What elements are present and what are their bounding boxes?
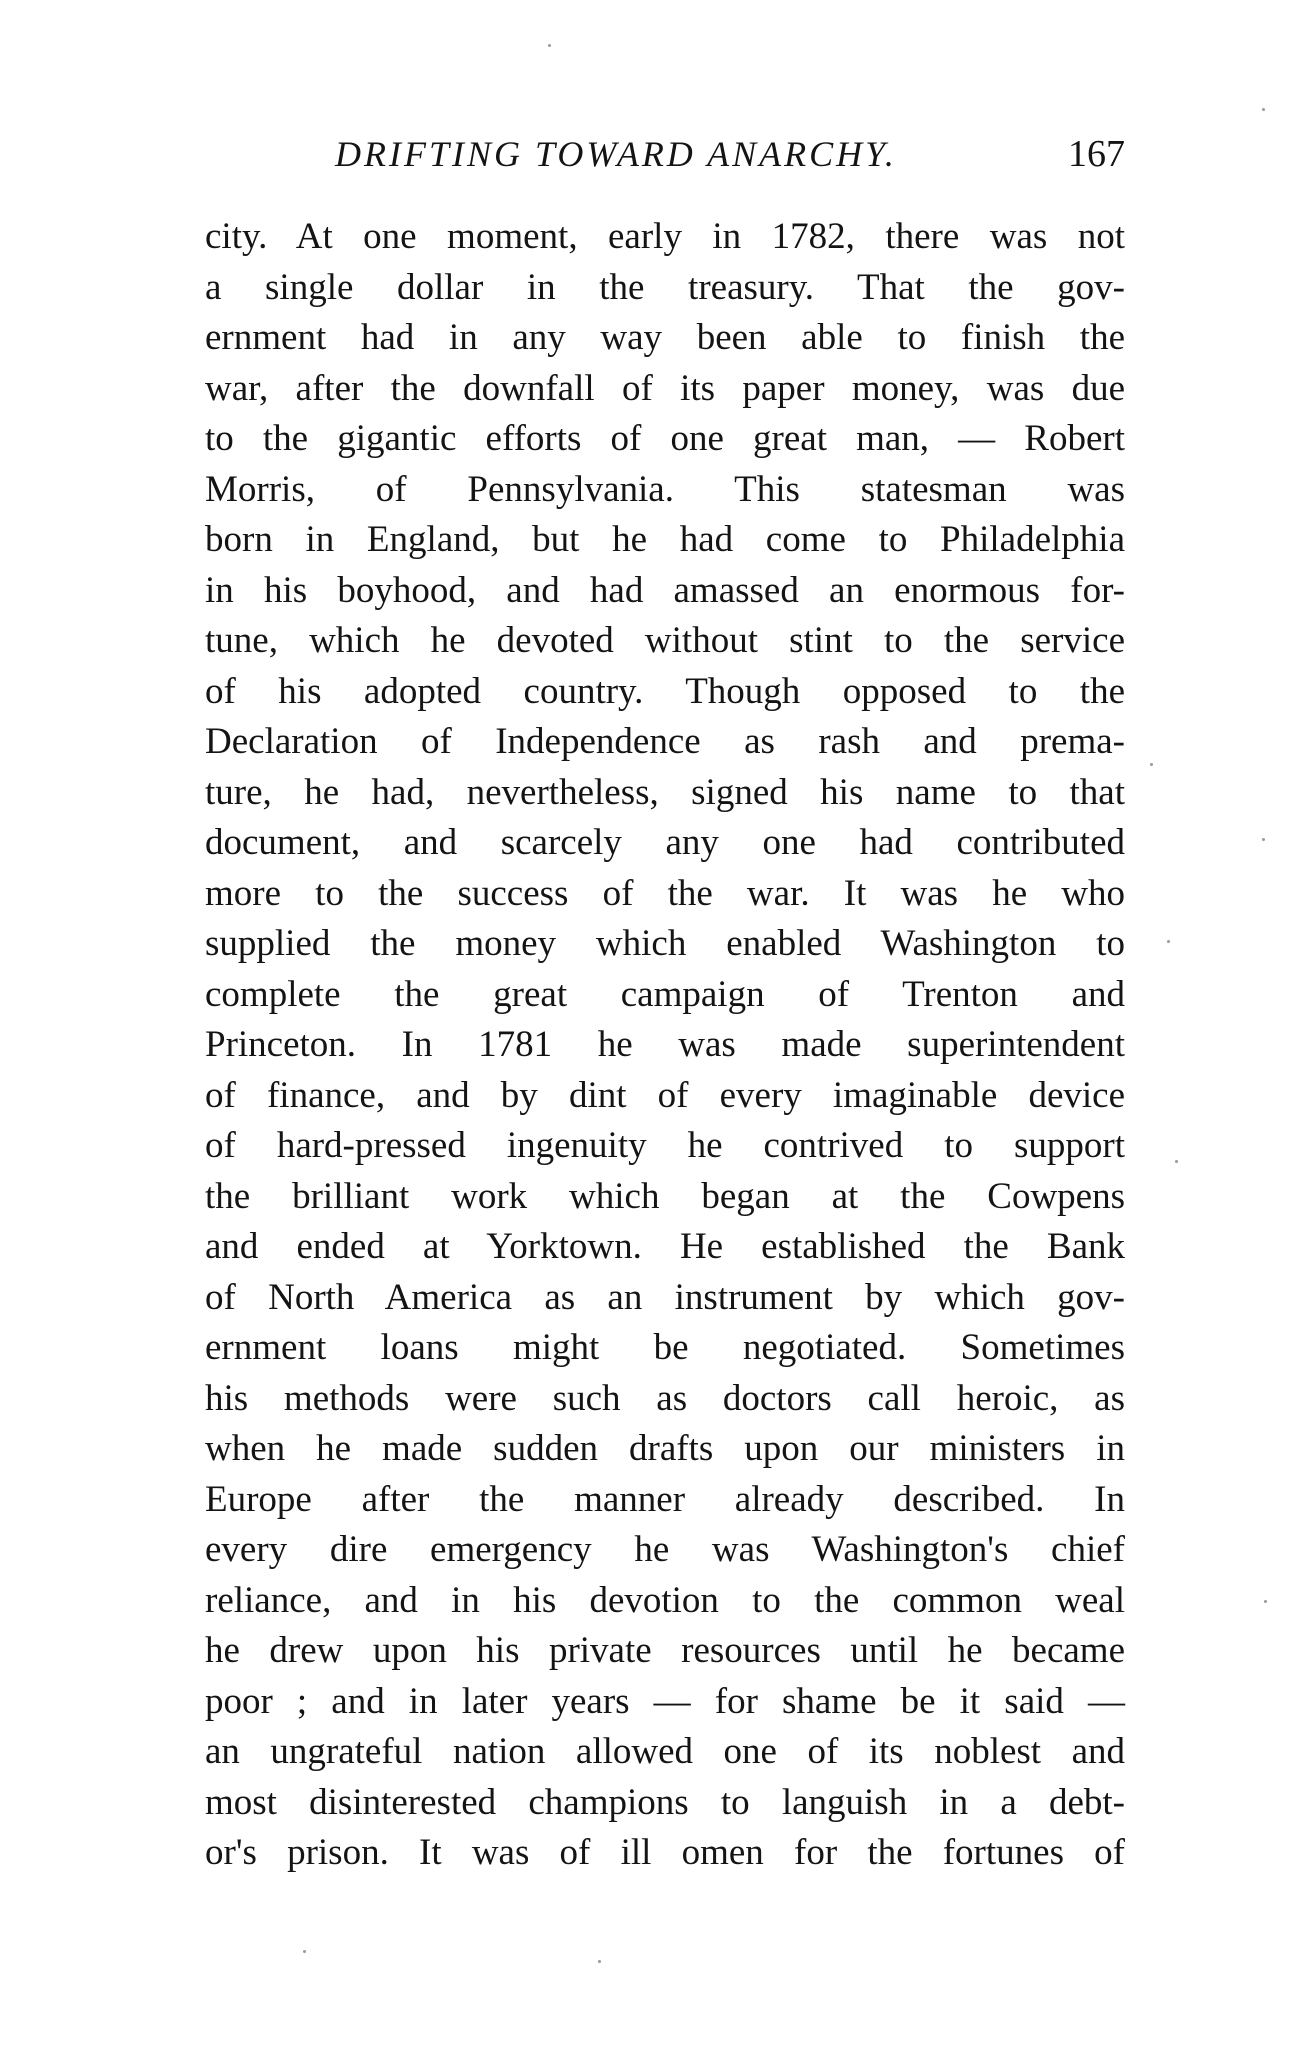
text-line: most disinterested champions to languish in a debt-	[205, 1781, 1125, 1823]
text-line: a single dollar in the treasury. That the gov-	[205, 266, 1125, 308]
paper-speck	[1175, 1160, 1178, 1163]
text-line: every dire emergency he was Washington's chief	[205, 1529, 1125, 1570]
text-line: tune, which he devoted without stint to the service	[205, 620, 1125, 661]
paper-speck	[1262, 838, 1265, 841]
text-line: Princeton. In 1781 he was made superintendent	[205, 1024, 1125, 1065]
text-line: city. At one moment, early in 1782, there was not	[205, 216, 1125, 257]
text-line: the brilliant work which began at the Cowpens	[205, 1175, 1125, 1217]
text-line: ture, he had, nevertheless, signed his name to that	[205, 771, 1125, 813]
running-head	[335, 130, 1125, 178]
text-line: Declaration of Independence as rash and prema-	[205, 721, 1125, 762]
text-line: of finance, and by dint of every imaginable device	[205, 1074, 1125, 1116]
text-line: his methods were such as doctors call heroic, as	[205, 1377, 1125, 1419]
text-line: poor ; and in later years — for shame be it said —	[205, 1680, 1125, 1722]
text-line: Europe after the manner already described. In	[205, 1478, 1125, 1520]
text-line: an ungrateful nation allowed one of its noblest and	[205, 1731, 1125, 1772]
text-line: when he made sudden drafts upon our ministers in	[205, 1428, 1125, 1469]
text-line: of his adopted country. Though opposed to the	[205, 670, 1125, 712]
body-text	[205, 212, 1125, 1879]
paper-speck	[1262, 108, 1265, 111]
text-line: or's prison. It was of ill omen for the fortunes of	[205, 1832, 1125, 1873]
text-line: he drew upon his private resources until he became	[205, 1630, 1125, 1671]
text-line: document, and scarcely any one had contributed	[205, 822, 1125, 863]
text-line: complete the great campaign of Trenton and	[205, 973, 1125, 1015]
paper-speck	[548, 44, 551, 47]
paper-speck	[303, 1950, 306, 1953]
paper-speck	[1264, 1600, 1267, 1603]
text-line: Morris, of Pennsylvania. This statesman was	[205, 468, 1125, 510]
paper-speck	[598, 1960, 601, 1963]
text-line: of hard-pressed ingenuity he contrived to support	[205, 1125, 1125, 1166]
page-number: 167	[1068, 133, 1125, 175]
text-line: more to the success of the war. It was he who	[205, 872, 1125, 914]
text-line: supplied the money which enabled Washington to	[205, 923, 1125, 964]
paper-speck	[1150, 763, 1153, 766]
running-title: DRIFTING TOWARD ANARCHY.	[335, 134, 897, 174]
text-line: reliance, and in his devotion to the common weal	[205, 1579, 1125, 1621]
text-line: of North America as an instrument by which gov-	[205, 1276, 1125, 1318]
text-line: war, after the downfall of its paper money, was due	[205, 367, 1125, 409]
text-line: in his boyhood, and had amassed an enormous for-	[205, 569, 1125, 611]
text-line: and ended at Yorktown. He established the Bank	[205, 1226, 1125, 1267]
text-line: ernment loans might be negotiated. Sometimes	[205, 1327, 1125, 1368]
text-line: to the gigantic efforts of one great man, — Robert	[205, 418, 1125, 459]
text-line: ernment had in any way been able to finish the	[205, 317, 1125, 358]
text-line: born in England, but he had come to Philadelphia	[205, 519, 1125, 560]
paper-speck	[1167, 940, 1170, 943]
